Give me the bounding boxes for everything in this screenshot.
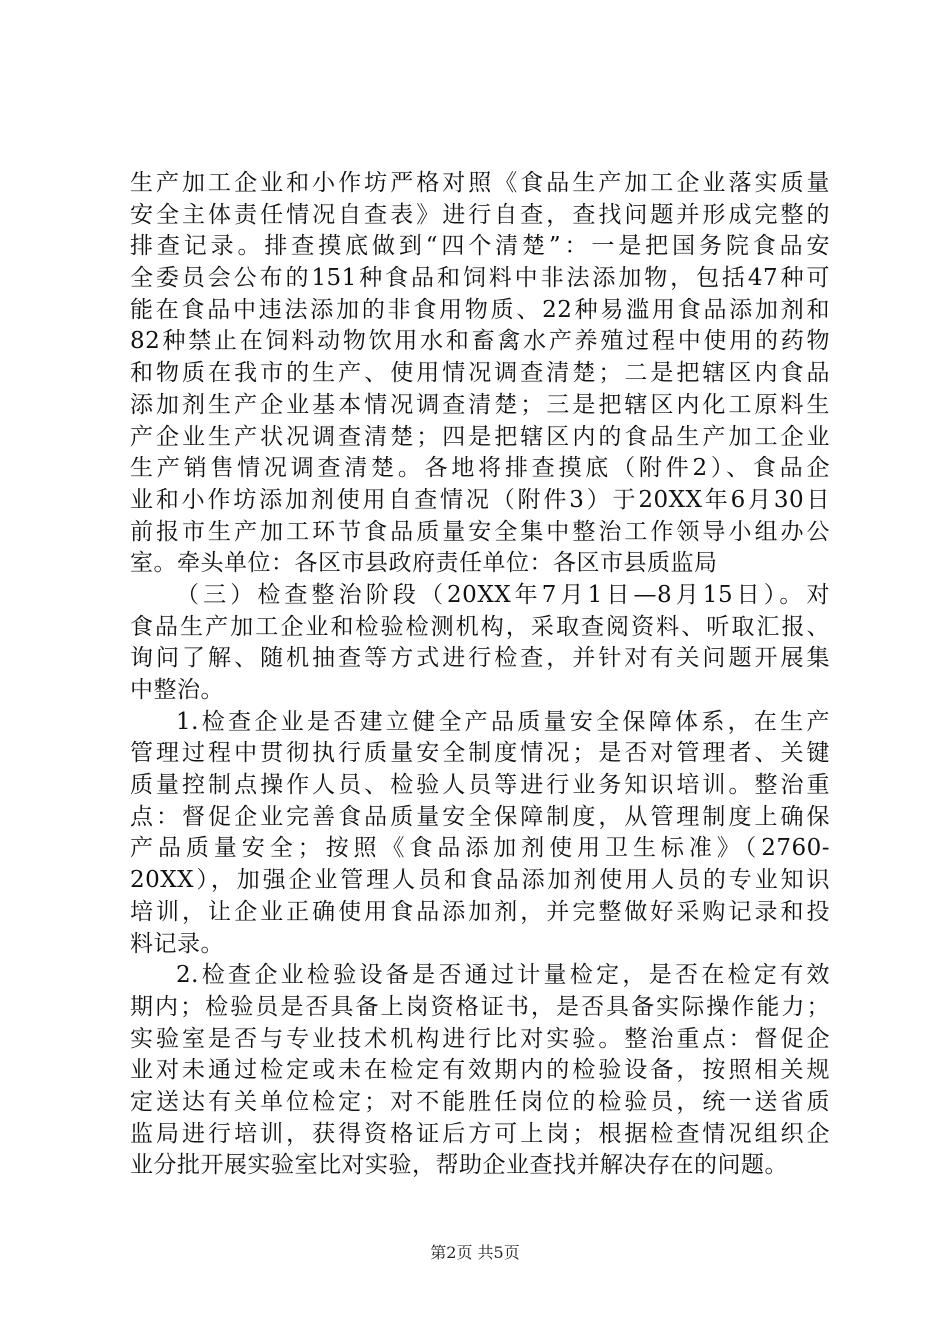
text-line: 能在食品中违法添加的非食用物质、22种易滥用食品添加剂和 <box>130 296 830 323</box>
text-line: 实验室是否与专业技术机构进行比对实验。整治重点：督促企 <box>130 1025 830 1052</box>
document-body <box>130 168 830 1182</box>
text-line: 82种禁止在饲料动物饮用水和畜禽水产养殖过程中使用的药物 <box>130 328 830 355</box>
text-line: 生产加工企业和小作坊严格对照《食品生产加工企业落实质量 <box>130 170 830 196</box>
text-line: 全委员会公布的151种食品和饲料中非法添加物，包括47种可 <box>130 265 830 292</box>
text-line: 管理过程中贯彻执行质量安全制度情况；是否对管理者、关键 <box>130 740 830 767</box>
text-line: 前报市生产加工环节食品质量安全集中整治工作领导小组办公 <box>130 518 830 545</box>
text-line: 中整治。 <box>130 677 224 703</box>
text-line: 质量控制点操作人员、检验人员等进行业务知识培训。整治重 <box>130 772 830 799</box>
list-item-line: 2.检查企业检验设备是否通过计量检定，是否在检定有效 <box>176 962 830 989</box>
text-line: 期内；检验员是否具备上岗资格证书，是否具备实际操作能力； <box>130 993 830 1020</box>
section-heading-line: （三）检查整治阶段（20XX年7月1日—8月15日）。对 <box>176 581 830 608</box>
text-line: 点：督促企业完善食品质量安全保障制度，从管理制度上确保 <box>130 803 830 830</box>
text-line: 定送达有关单位检定；对不能胜任岗位的检验员，统一送省质 <box>130 1088 830 1115</box>
text-line: 监局进行培训，获得资格证后方可上岗；根据检查情况组织企 <box>130 1120 830 1147</box>
text-line: 20XX），加强企业管理人员和食品添加剂使用人员的专业知识 <box>130 867 830 894</box>
text-line: 室。牵头单位：各区市县政府责任单位：各区市县质监局 <box>130 550 718 577</box>
list-item-line: 1.检查企业是否建立健全产品质量安全保障体系，在生产 <box>176 708 830 735</box>
text-line: 产企业生产状况调查清楚；四是把辖区内的食品生产加工企业 <box>130 423 830 450</box>
text-line: 和物质在我市的生产、使用情况调查清楚；二是把辖区内食品 <box>130 360 830 387</box>
text-line: 排查记录。排查摸底做到“四个清楚”：一是把国务院食品安 <box>130 233 830 260</box>
text-line: 添加剂生产企业基本情况调查清楚；三是把辖区内化工原料生 <box>130 391 830 418</box>
text-line: 产品质量安全；按照《食品添加剂使用卫生标准》（2760- <box>130 835 830 862</box>
page-footer <box>0 1240 950 1263</box>
text-line: 业对未通过检定或未在检定有效期内的检验设备，按照相关规 <box>130 1057 830 1084</box>
page-number-label: 第2页 共5页 <box>430 1243 520 1262</box>
text-line: 询问了解、随机抽查等方式进行检查，并针对有关问题开展集 <box>130 645 830 672</box>
text-line: 食品生产加工企业和检验检测机构，采取查阅资料、听取汇报、 <box>130 613 830 640</box>
text-line: 业分批开展实验室比对实验，帮助企业查找并解决存在的问题。 <box>130 1152 788 1179</box>
text-line: 业和小作坊添加剂使用自查情况（附件3）于20XX年6月30日 <box>130 486 830 513</box>
text-line: 培训，让企业正确使用食品添加剂，并完整做好采购记录和投 <box>130 898 830 925</box>
text-line: 生产销售情况调查清楚。各地将排查摸底（附件2）、食品企 <box>130 455 830 482</box>
text-line: 料记录。 <box>130 930 224 957</box>
text-line: 安全主体责任情况自查表》进行自查，查找问题并形成完整的 <box>130 201 830 228</box>
